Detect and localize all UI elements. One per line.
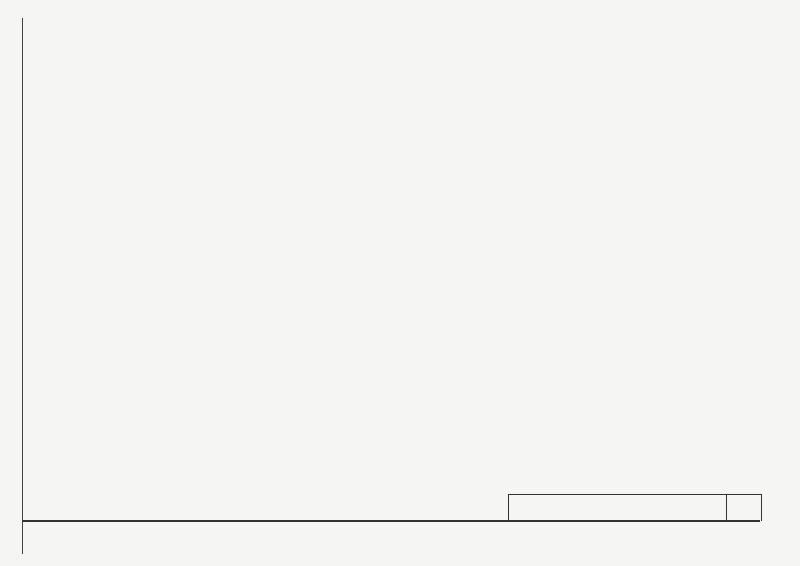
sheet-box: [726, 495, 761, 521]
title-block: [508, 494, 762, 521]
bottom-border: [22, 520, 760, 522]
